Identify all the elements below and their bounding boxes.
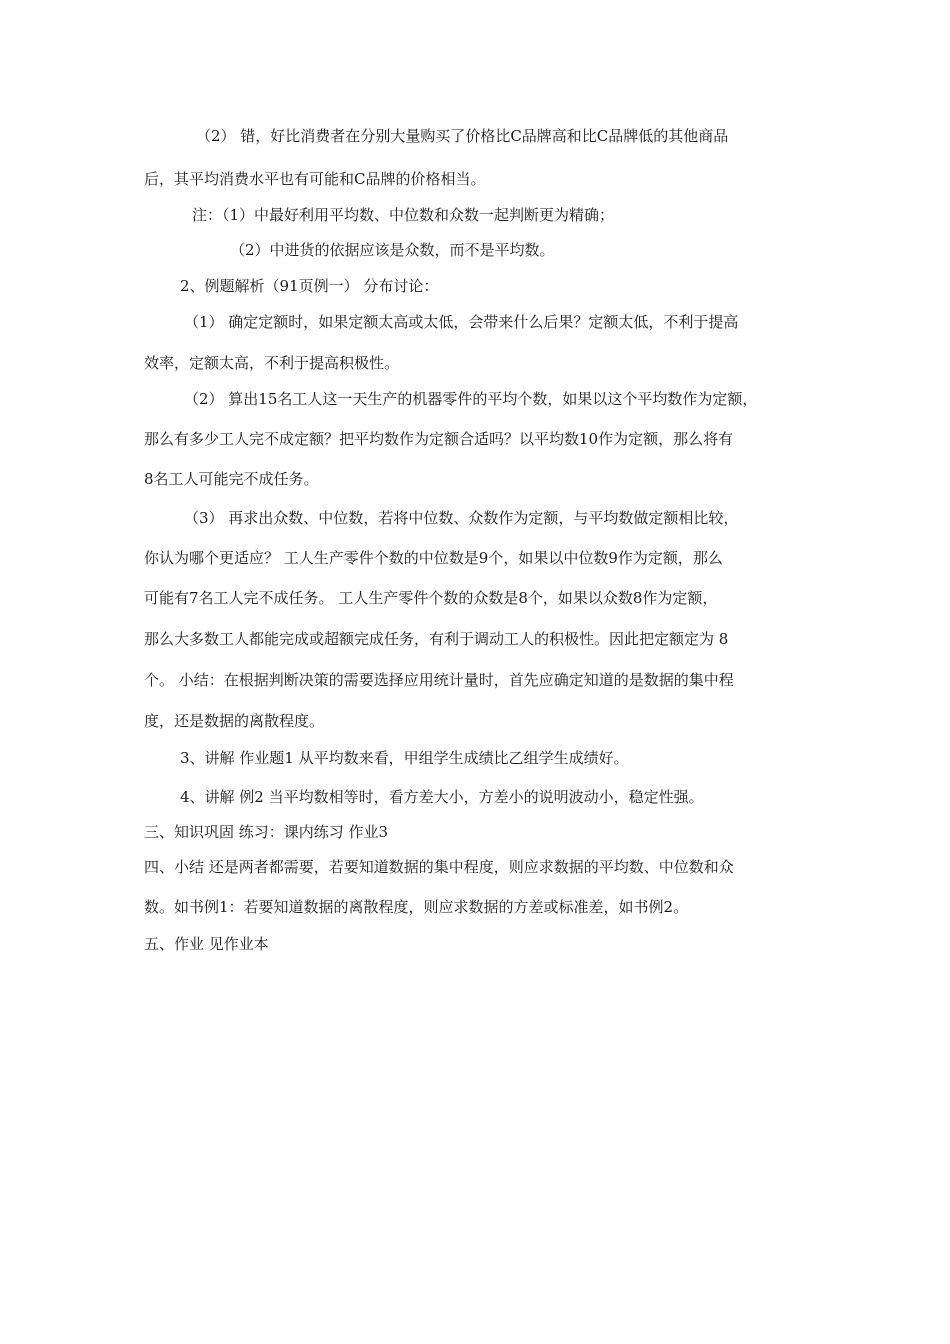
- paragraph-line: 后，其平均消费水平也有可能和C品牌的价格相当。: [144, 170, 486, 188]
- section-heading: 3、讲解 作业题1 从平均数来看，甲组学生成绩比乙组学生成绩好。: [180, 749, 629, 767]
- section-heading: 4、讲解 例2 当平均数相等时，看方差大小，方差小的说明波动小，稳定性强。: [180, 788, 704, 806]
- paragraph-line: （2） 错，好比消费者在分别大量购买了价格比C品牌高和比C品牌低的其他商品: [196, 127, 729, 145]
- paragraph-line: 数。如书例1：若要知道数据的离散程度，则应求数据的方差或标准差，如书例2。: [144, 898, 689, 916]
- paragraph-line: 个。 小结：在根据判断决策的需要选择应用统计量时，首先应确定知道的是数据的集中程: [144, 671, 734, 689]
- paragraph-line: （3） 再求出众数、中位数，若将中位数、众数作为定额，与平均数做定额相比较，: [184, 509, 739, 527]
- section-heading: 2、例题解析（91页例一） 分布讨论：: [180, 277, 439, 295]
- paragraph-line: 8名工人可能完不成任务。: [144, 470, 319, 488]
- paragraph-line: 效率，定额太高，不利于提高积极性。: [144, 354, 400, 372]
- paragraph-line: （2） 算出15名工人这一天生产的机器零件的平均个数，如果以这个平均数作为定额，: [184, 390, 758, 408]
- paragraph-line: 那么大多数工人都能完成或超额完成任务，有利于调动工人的积极性。因此把定额定为 8: [144, 630, 729, 648]
- note-line: （2）中进货的依据应该是众数，而不是平均数。: [230, 241, 555, 259]
- section-heading: 四、小结 还是两者都需要，若要知道数据的集中程度，则应求数据的平均数、中位数和众: [144, 858, 734, 876]
- paragraph-line: 度，还是数据的离散程度。: [144, 712, 325, 730]
- section-heading: 五、作业 见作业本: [144, 935, 269, 953]
- paragraph-line: 可能有7名工人完不成任务。 工人生产零件个数的众数是8个，如果以众数8作为定额，: [144, 589, 718, 607]
- paragraph-line: 你认为哪个更适应？ 工人生产零件个数的中位数是9个，如果以中位数9作为定额，那么: [144, 549, 723, 567]
- paragraph-line: 那么有多少工人完不成定额？把平均数作为定额合适吗？以平均数10作为定额，那么将有: [144, 430, 734, 448]
- note-line: 注：（1）中最好利用平均数、中位数和众数一起判断更为精确；: [192, 206, 615, 224]
- section-heading: 三、知识巩固 练习：课内练习 作业3: [144, 823, 389, 841]
- paragraph-line: （1） 确定定额时，如果定额太高或太低，会带来什么后果？定额太低，不利于提高: [184, 313, 739, 331]
